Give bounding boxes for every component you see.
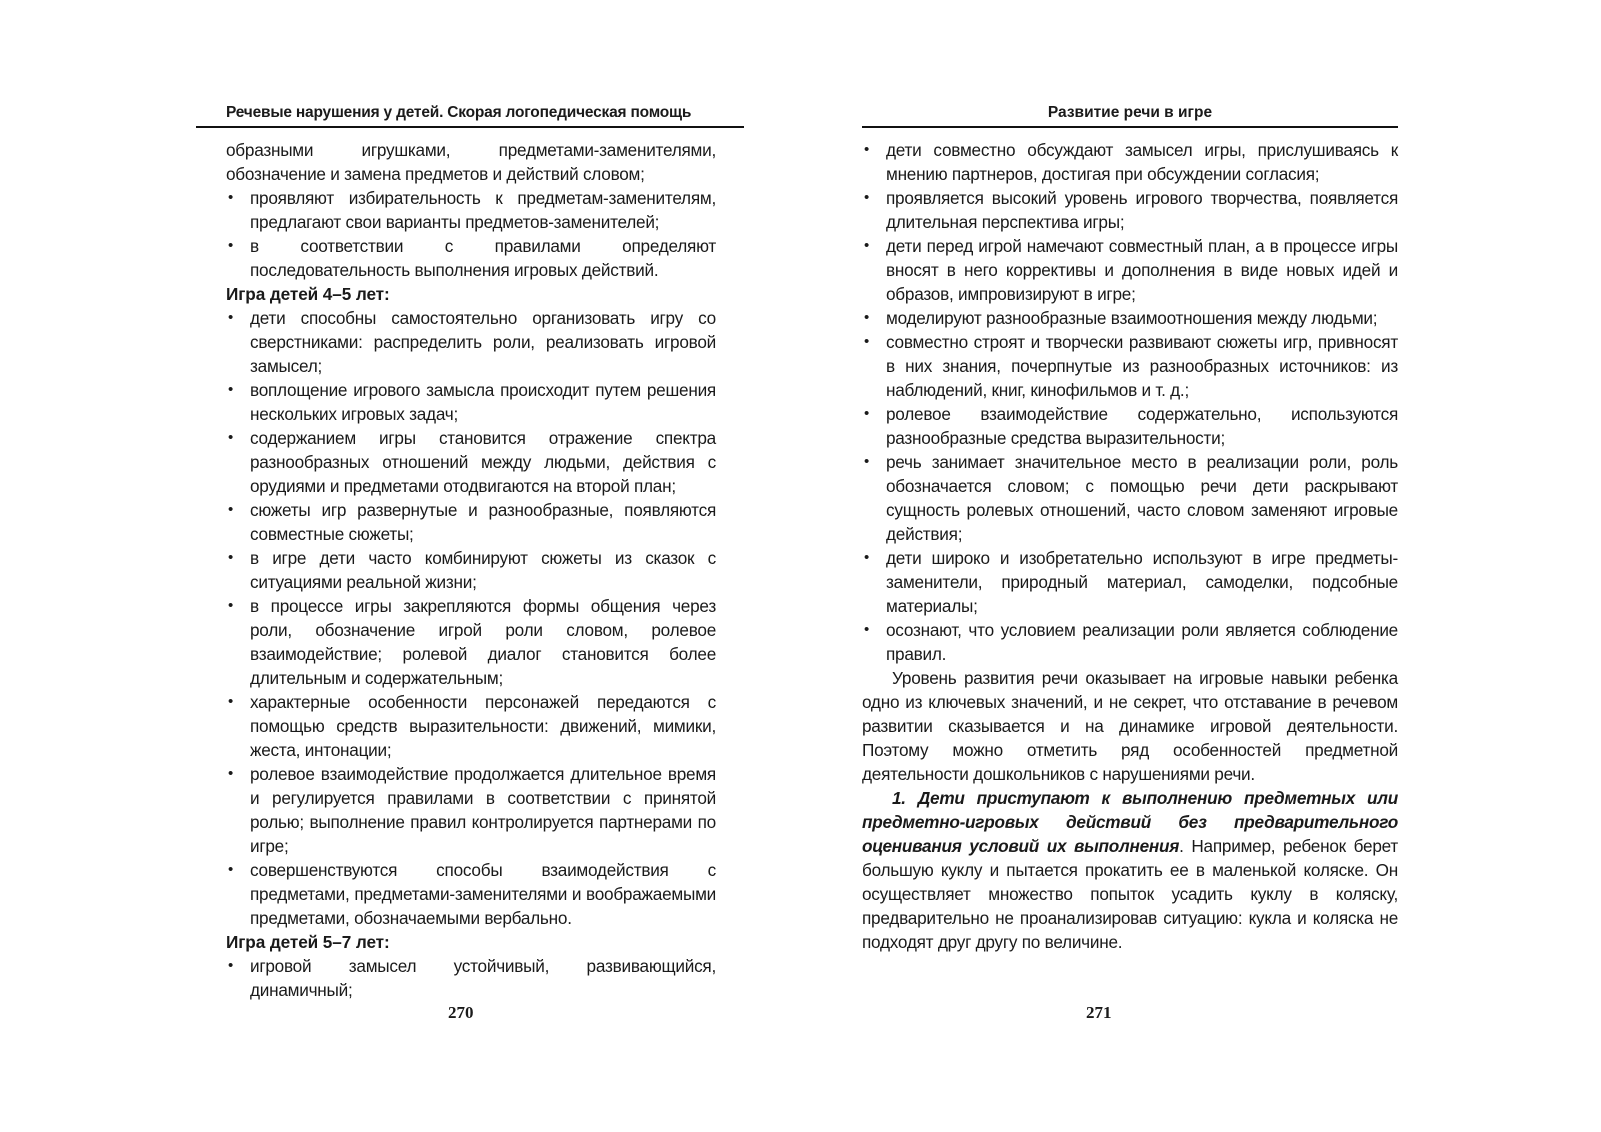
numbered-paragraph — [862, 786, 1398, 954]
list-item: • ролевое взаимодействие продолжается длительное время и регулируется правилами в соответствии с принятой ролью; выполнение правил контролируется партнерами по игре; — [226, 762, 716, 858]
section-heading-4-5: Игра детей 4–5 лет: — [226, 284, 390, 304]
body-paragraph: Уровень развития речи оказывает на игровые навыки ребенка одно из ключевых значений, и не секрет, что отставание в речевом развитии сказывается и на динамике игровой деятельности. Поэтому можно отметить ряд особенностей предметной деятельности дошкольников с нарушениями речи. — [862, 668, 1398, 784]
list-item: • дети широко и изобретательно используют в игре предметы-заменители, природный материал, самоделки, подсобные материалы; — [862, 546, 1398, 618]
list-item: • ролевое взаимодействие содержательно, используются разнообразные средства выразительности; — [862, 402, 1398, 450]
list-item: • воплощение игрового замысла происходит путем решения нескольких игровых задач; — [226, 378, 716, 426]
list-item: • характерные особенности персонажей передаются с помощью средств выразительности: движений, мимики, жеста, интонации; — [226, 690, 716, 762]
list-5-7-continued — [862, 138, 1398, 666]
list-item: • совершенствуются способы взаимодействия с предметами, предметами-заменителями и воображаемыми предметами, обозначаемыми вербально. — [226, 858, 716, 930]
intro-list — [226, 186, 716, 282]
list-item: • проявляется высокий уровень игрового творчества, появляется длительная перспектива игры; — [862, 186, 1398, 234]
paragraph-text: . Например, ребенок берет большую куклу и пытается прокатить ее в маленькой коляске. Он осуществляет множество попыток усадить куклу в коляску, предварительно не проанализировав ситуацию: кукла и коляска не подходят друг другу по величине. — [862, 836, 1398, 952]
continued-list-item: образными игрушками, предметами-заменителями, обозначение и замена предметов и действий словом; — [226, 140, 716, 184]
left-running-head: Речевые нарушения у детей. Скорая логопедическая помощь — [226, 104, 692, 121]
list-item: • речь занимает значительное место в реализации роли, роль обозначается словом; с помощью речи дети раскрывают сущность ролевых отношений, часто словом заменяют игровые действия; — [862, 450, 1398, 546]
list-item: • сюжеты игр развернутые и разнообразные, появляются совместные сюжеты; — [226, 498, 716, 546]
list-item: • в процессе игры закрепляются формы общения через роли, обозначение игрой роли словом, ролевое взаимодействие; ролевой диалог становится более длительным и содержательным; — [226, 594, 716, 690]
list-item: • дети совместно обсуждают замысел игры, прислушиваясь к мнению партнеров, достигая при обсуждении согласия; — [862, 138, 1398, 186]
list-item: • дети способны самостоятельно организовать игру со сверстниками: распределить роли, реализовать игровой замысел; — [226, 306, 716, 378]
left-header-rule — [196, 126, 744, 128]
list-4-5 — [226, 306, 716, 930]
left-page-number: 270 — [448, 1003, 474, 1022]
list-item: • в игре дети часто комбинируют сюжеты из сказок с ситуациями реальной жизни; — [226, 546, 716, 594]
right-header-rule — [862, 126, 1398, 128]
list-item: • игровой замысел устойчивый, развивающийся, динамичный; — [226, 954, 716, 1002]
list-item: • совместно строят и творчески развивают сюжеты игр, привносят в них знания, почерпнутые из разнообразных источников: из наблюдений, книг, кинофильмов и т. д.; — [862, 330, 1398, 402]
list-item: • осознают, что условием реализации роли является соблюдение правил. — [862, 618, 1398, 666]
list-item: • проявляют избирательность к предметам-заменителям, предлагают свои варианты предметов-заменителей; — [226, 186, 716, 234]
list-item: • дети перед игрой намечают совместный план, а в процессе игры вносят в него коррективы и дополнения в виде новых идей и образов, импровизируют в игре; — [862, 234, 1398, 306]
paragraph-emphasis: 1. Дети приступают к выполнению предметных или предметно-игровых действий без предварительного оценивания условий их выполнения — [862, 788, 1398, 856]
list-item: • содержанием игры становится отражение спектра разнообразных отношений между людьми, действия с орудиями и предметами отодвигаются на второй план; — [226, 426, 716, 498]
list-item: • в соответствии с правилами определяют последовательность выполнения игровых действий. — [226, 234, 716, 282]
list-5-7 — [226, 954, 716, 1002]
left-page-body — [226, 138, 716, 1002]
list-item: • моделируют разнообразные взаимоотношения между людьми; — [862, 306, 1398, 330]
right-page-body — [862, 138, 1398, 954]
section-heading-5-7: Игра детей 5–7 лет: — [226, 932, 390, 952]
right-running-head: Развитие речи в игре — [1047, 104, 1213, 121]
right-page-number: 271 — [1086, 1003, 1112, 1022]
